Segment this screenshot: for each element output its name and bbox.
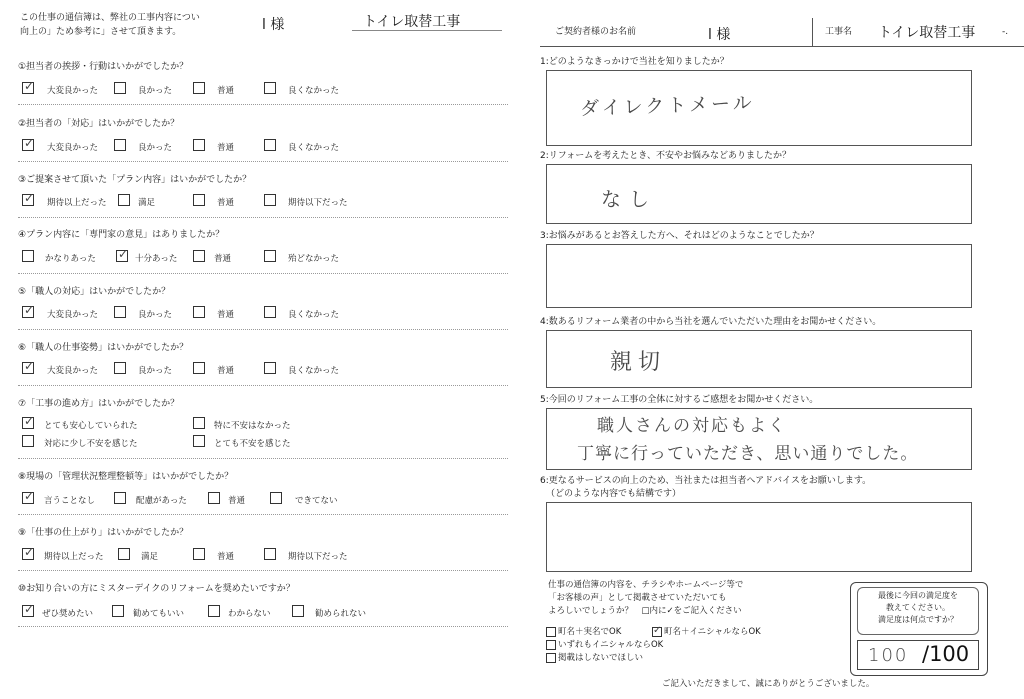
- option-checkbox[interactable]: [22, 191, 35, 206]
- option-checkbox[interactable]: [193, 306, 205, 318]
- option-checkbox[interactable]: [193, 417, 205, 429]
- option-label: 満足: [141, 552, 159, 562]
- left-header-line: [352, 30, 502, 31]
- customer-label: ご契約者様のお名前: [555, 27, 637, 37]
- question-label: ⑦「工事の進め方」はいかがでしたか？: [18, 399, 180, 409]
- option-checkbox[interactable]: [22, 250, 34, 262]
- option-label: 十分あった: [135, 254, 178, 264]
- option-checkbox[interactable]: [193, 194, 205, 206]
- question-label: ④プラン内容に「専門家の意見」はありましたか？: [18, 230, 225, 240]
- option-label: 殆どなかった: [288, 254, 340, 264]
- question-sublabel: （どのような内容でも結構です）: [546, 489, 682, 499]
- question-label: ②担当者の「対応」はいかがでしたか？: [18, 119, 180, 129]
- option-label: 良かった: [138, 86, 173, 96]
- option-checkbox[interactable]: [22, 435, 34, 447]
- consent-checkbox[interactable]: [546, 627, 556, 637]
- option-checkbox[interactable]: [208, 492, 220, 504]
- option-label: 普通: [217, 143, 235, 153]
- check-mark-icon: ✓: [24, 303, 35, 317]
- option-checkbox[interactable]: [292, 605, 304, 617]
- consent-checkbox[interactable]: [546, 640, 556, 650]
- question-label: 2:リフォームを考えたとき、不安やお悩みなどありましたか？: [540, 151, 791, 161]
- option-checkbox[interactable]: [116, 247, 129, 262]
- option-label: 大変良かった: [47, 366, 99, 376]
- option-checkbox[interactable]: [264, 194, 276, 206]
- check-mark-icon: ✓: [24, 489, 35, 503]
- option-label: 良くなかった: [288, 143, 340, 153]
- option-label: 大変良かった: [47, 143, 99, 153]
- consent-option-label: 町名＋イニシャルならOK: [664, 627, 761, 637]
- option-checkbox[interactable]: [22, 489, 35, 504]
- divider: [18, 385, 508, 386]
- question-label: ③ご提案させて頂いた「プラン内容」はいかがでしたか？: [18, 175, 252, 185]
- option-checkbox[interactable]: [193, 435, 205, 447]
- question-label: 5:今回のリフォーム工事の全体に対するご感想をお聞かせください。: [540, 395, 819, 405]
- option-label: 普通: [217, 366, 235, 376]
- answer-box[interactable]: [546, 244, 972, 308]
- option-checkbox[interactable]: [208, 605, 220, 617]
- option-label: 普通: [214, 254, 232, 264]
- question-label: 4:数あるリフォーム業者の中から当社を選んでいただいた理由をお聞かせください。: [540, 317, 882, 327]
- handwritten-answer: 親切: [610, 350, 667, 375]
- option-checkbox[interactable]: [22, 414, 35, 429]
- job-suffix: -.: [1002, 27, 1009, 37]
- consent-line-2: 「お客様の声」として掲載させていただいても: [548, 593, 727, 603]
- divider: [18, 329, 508, 330]
- header-separator: [812, 18, 813, 46]
- option-checkbox[interactable]: [22, 303, 35, 318]
- intro-line-1: この仕事の通信簿は、弊社の工事内容につい: [20, 13, 200, 23]
- question-label: 6:更なるサービスの向上のため、当社または担当者へアドバイスをお願いします。: [540, 476, 872, 486]
- option-checkbox[interactable]: [22, 79, 35, 94]
- handwritten-answer-line-2: 丁寧に行っていただき、思い通りでした。: [577, 444, 919, 464]
- option-checkbox[interactable]: [264, 362, 276, 374]
- question-label: ⑨「仕事の仕上がり」はいかがでしたか？: [18, 528, 189, 538]
- option-checkbox[interactable]: [264, 250, 276, 262]
- option-checkbox[interactable]: [22, 545, 35, 560]
- consent-checkbox[interactable]: [652, 627, 662, 637]
- handwritten-answer: なし: [601, 187, 657, 211]
- score-max: /100: [922, 642, 970, 666]
- option-checkbox[interactable]: [193, 139, 205, 151]
- option-label: 大変良かった: [47, 310, 99, 320]
- option-checkbox[interactable]: [22, 602, 35, 617]
- option-label: 期待以下だった: [288, 198, 348, 208]
- option-label: 良かった: [138, 366, 173, 376]
- consent-option-label: 掲載はしないでほしい: [558, 653, 644, 663]
- divider: [18, 626, 508, 627]
- check-mark-icon: ✓: [24, 414, 35, 428]
- left-job-name: トイレ取替工事: [363, 14, 461, 30]
- handwritten-answer: ダイレクトメール: [579, 91, 756, 121]
- divider: [18, 217, 508, 218]
- question-label: 3:お悩みがあるとお答えした方へ、それはどのようなことでしたか？: [540, 231, 819, 241]
- option-checkbox[interactable]: [193, 362, 205, 374]
- option-checkbox[interactable]: [193, 548, 205, 560]
- left-customer-name: l 様: [262, 17, 285, 33]
- option-label: 普通: [228, 496, 246, 506]
- handwritten-answer-line-1: 職人さんの対応もよく: [597, 416, 787, 436]
- option-checkbox[interactable]: [264, 139, 276, 151]
- score-box: [850, 582, 988, 676]
- option-label: 勧めてもいい: [133, 609, 185, 619]
- option-label: 勧められない: [315, 609, 367, 619]
- option-label: 良かった: [138, 143, 173, 153]
- intro-text: [20, 14, 200, 38]
- divider: [18, 514, 508, 515]
- option-checkbox[interactable]: [22, 359, 35, 374]
- option-checkbox[interactable]: [22, 136, 35, 151]
- answer-box[interactable]: [546, 164, 972, 224]
- divider: [18, 104, 508, 105]
- option-checkbox[interactable]: [114, 139, 126, 151]
- check-mark-icon: ✓: [24, 602, 35, 616]
- answer-box[interactable]: [546, 330, 972, 388]
- question-label: ⑤「職人の対応」はいかがでしたか？: [18, 287, 171, 297]
- job-value: トイレ取替工事: [878, 25, 976, 41]
- option-checkbox[interactable]: [264, 306, 276, 318]
- option-label: 対応に少し不安を感じた: [44, 439, 138, 449]
- option-checkbox[interactable]: [114, 82, 126, 94]
- option-checkbox[interactable]: [112, 605, 124, 617]
- option-label: 期待以下だった: [288, 552, 348, 562]
- option-checkbox[interactable]: [114, 362, 126, 374]
- option-label: かなりあった: [45, 254, 96, 264]
- option-label: 普通: [217, 310, 235, 320]
- divider: [18, 458, 508, 459]
- option-checkbox[interactable]: [114, 306, 126, 318]
- question-label: ⑥「職人の仕事姿勢」はいかがでしたか？: [18, 343, 189, 353]
- option-label: 大変良かった: [47, 86, 99, 96]
- question-label: ⑩お知り合いの方にミスターデイクのリフォームを奨めたいですか？: [18, 584, 295, 594]
- option-label: ぜひ奨めたい: [42, 609, 94, 619]
- header-row: [540, 18, 1024, 46]
- consent-line-3: よろしいでしょうか？ □内に✓をご記入ください: [548, 606, 742, 616]
- option-label: 言うことなし: [44, 496, 96, 506]
- option-checkbox[interactable]: [114, 492, 126, 504]
- option-checkbox[interactable]: [118, 194, 130, 206]
- question-label: ⑧現場の「管理状況整理整頓等」はいかがでしたか？: [18, 472, 234, 482]
- intro-line-2: 向上の」ため参考に」させて頂きます。: [20, 26, 182, 37]
- option-label: できてない: [295, 496, 338, 506]
- footer-note: ご記入いただきまして、誠にありがとうございました。: [662, 679, 875, 689]
- option-label: 良くなかった: [288, 366, 340, 376]
- consent-option-label: 町名＋実名でOK: [558, 627, 622, 637]
- header-underline: [540, 46, 1024, 47]
- score-caption-line-2: 教えてください。: [886, 603, 950, 612]
- answer-box[interactable]: [546, 408, 972, 470]
- check-mark-icon: ✓: [24, 545, 35, 559]
- option-label: 普通: [217, 552, 235, 562]
- answer-box[interactable]: [546, 70, 972, 146]
- option-checkbox[interactable]: [118, 548, 130, 560]
- option-checkbox[interactable]: [264, 82, 276, 94]
- question-label: ①担当者の挨拶・行動はいかがでしたか？: [18, 62, 189, 72]
- divider: [18, 161, 508, 162]
- right-sheet: [540, 0, 1024, 699]
- score-caption-line-1: 最後に今回の満足度を: [878, 591, 958, 600]
- option-label: 期待以上だった: [44, 552, 104, 562]
- option-label: 配慮があった: [136, 496, 187, 506]
- option-label: 普通: [217, 198, 235, 208]
- option-checkbox[interactable]: [270, 492, 282, 504]
- option-label: 期待以上だった: [47, 198, 107, 208]
- score-caption-line-3: 満足度は何点ですか？: [878, 615, 958, 624]
- option-label: 良かった: [138, 310, 173, 320]
- check-mark-icon: ✓: [118, 247, 129, 261]
- divider: [18, 273, 508, 274]
- check-mark-icon: ✓: [24, 191, 35, 205]
- option-label: とても安心していられた: [44, 421, 138, 431]
- check-mark-icon: ✓: [24, 136, 35, 150]
- option-label: 特に不安はなかった: [214, 421, 291, 431]
- question-label: 1:どのようなきっかけで当社を知りましたか？: [540, 57, 729, 67]
- option-label: とても不安を感じた: [214, 439, 291, 449]
- check-mark-icon: ✓: [24, 79, 35, 93]
- score-field[interactable]: [857, 640, 979, 670]
- customer-value: l 様: [708, 27, 731, 43]
- score-caption: [857, 587, 979, 635]
- check-mark-icon: ✓: [653, 625, 662, 636]
- divider: [18, 570, 508, 571]
- job-label: 工事名: [825, 27, 853, 37]
- option-label: わからない: [228, 609, 271, 619]
- option-checkbox[interactable]: [193, 250, 205, 262]
- check-mark-icon: ✓: [24, 359, 35, 373]
- consent-line-1: 仕事の通信簿の内容を、チラシやホームページ等で: [548, 580, 744, 590]
- option-label: 満足: [138, 198, 156, 208]
- option-label: 良くなかった: [288, 86, 340, 96]
- option-checkbox[interactable]: [264, 548, 276, 560]
- option-checkbox[interactable]: [193, 82, 205, 94]
- score-value: 100: [868, 645, 909, 666]
- answer-box[interactable]: [546, 502, 972, 572]
- option-label: 普通: [217, 86, 235, 96]
- consent-option-label: いずれもイニシャルならOK: [558, 640, 664, 650]
- consent-checkbox[interactable]: [546, 653, 556, 663]
- option-label: 良くなかった: [288, 310, 340, 320]
